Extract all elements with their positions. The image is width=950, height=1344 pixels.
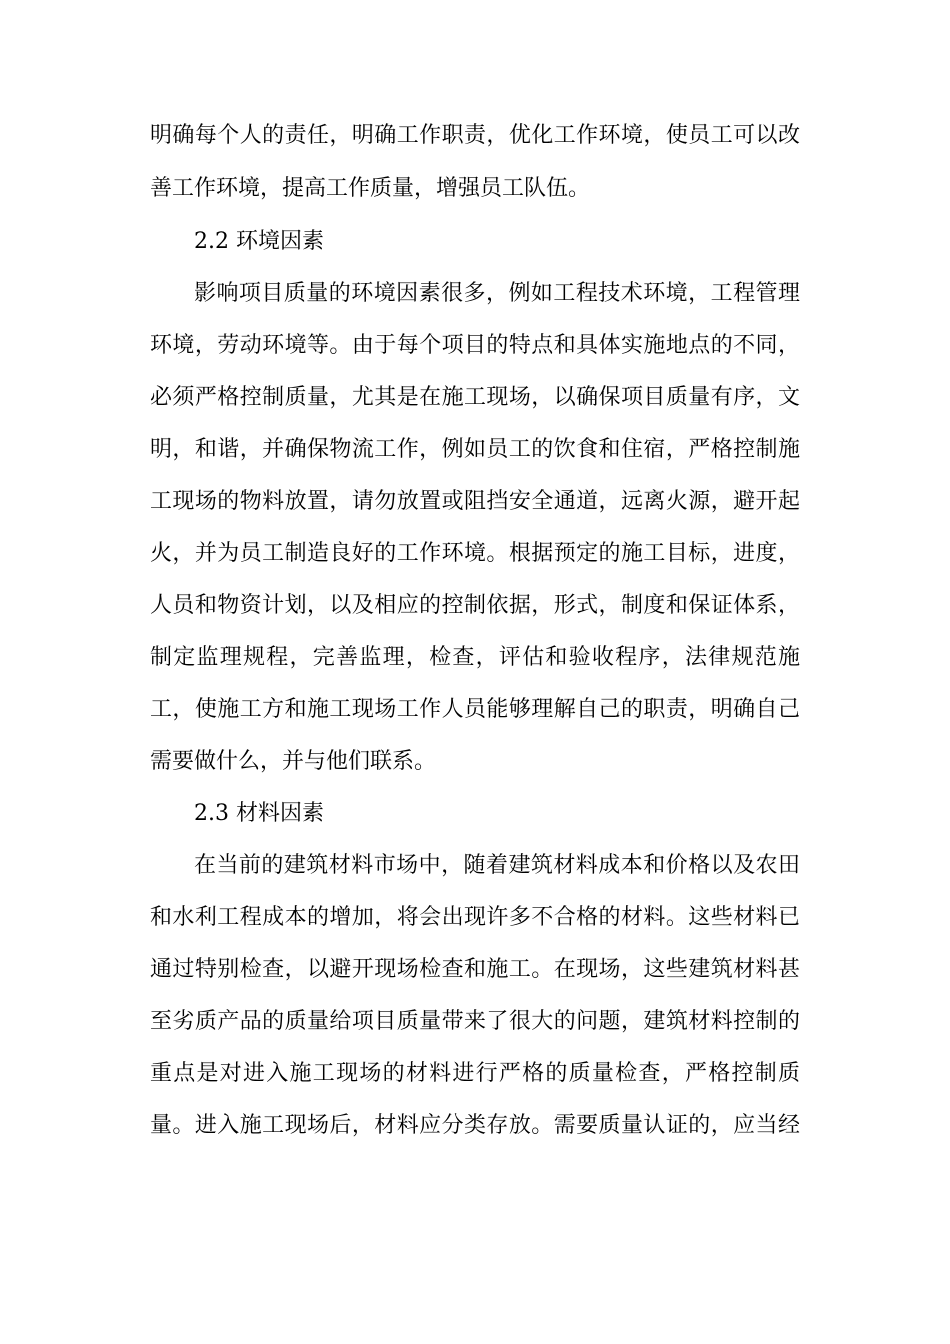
paragraph-line: 明，和谐，并确保物流工作，例如员工的饮食和住宿，严格控制施 [150, 437, 800, 462]
paragraph-line: 环境，劳动环境等。由于每个项目的特点和具体实施地点的不同， [150, 333, 800, 358]
paragraph-line: 火，并为员工制造良好的工作环境。根据预定的施工目标，进度， [150, 541, 800, 566]
paragraph-line: 需要做什么，并与他们联系。 [150, 749, 437, 774]
section-heading-2-2: 2.2 环境因素 [194, 229, 324, 254]
paragraph-line: 量。进入施工现场后，材料应分类存放。需要质量认证的，应当经 [150, 1113, 800, 1138]
paragraph-line: 工，使施工方和施工现场工作人员能够理解自己的职责，明确自己 [150, 697, 800, 722]
paragraph-line: 在当前的建筑材料市场中，随着建筑材料成本和价格以及农田 [194, 853, 800, 878]
paragraph-line: 重点是对进入施工现场的材料进行严格的质量检查，严格控制质 [150, 1061, 800, 1086]
section-heading-2-3: 2.3 材料因素 [194, 801, 324, 826]
paragraph-line: 人员和物资计划，以及相应的控制依据，形式，制度和保证体系， [150, 593, 800, 618]
paragraph-line: 通过特别检查，以避开现场检查和施工。在现场，这些建筑材料甚 [150, 957, 800, 982]
paragraph-line: 至劣质产品的质量给项目质量带来了很大的问题，建筑材料控制的 [150, 1009, 800, 1034]
paragraph-line: 制定监理规程，完善监理，检查，评估和验收程序，法律规范施 [150, 645, 800, 670]
paragraph-line: 明确每个人的责任，明确工作职责，优化工作环境，使员工可以改 [150, 123, 800, 148]
paragraph-line: 工现场的物料放置，请勿放置或阻挡安全通道，远离火源，避开起 [150, 489, 800, 514]
paragraph-line: 和水利工程成本的增加，将会出现许多不合格的材料。这些材料已 [150, 905, 800, 930]
paragraph-line: 必须严格控制质量，尤其是在施工现场，以确保项目质量有序，文 [150, 385, 800, 410]
paragraph-line: 影响项目质量的环境因素很多，例如工程技术环境，工程管理 [194, 281, 800, 306]
paragraph-line: 善工作环境，提高工作质量，增强员工队伍。 [150, 176, 591, 201]
